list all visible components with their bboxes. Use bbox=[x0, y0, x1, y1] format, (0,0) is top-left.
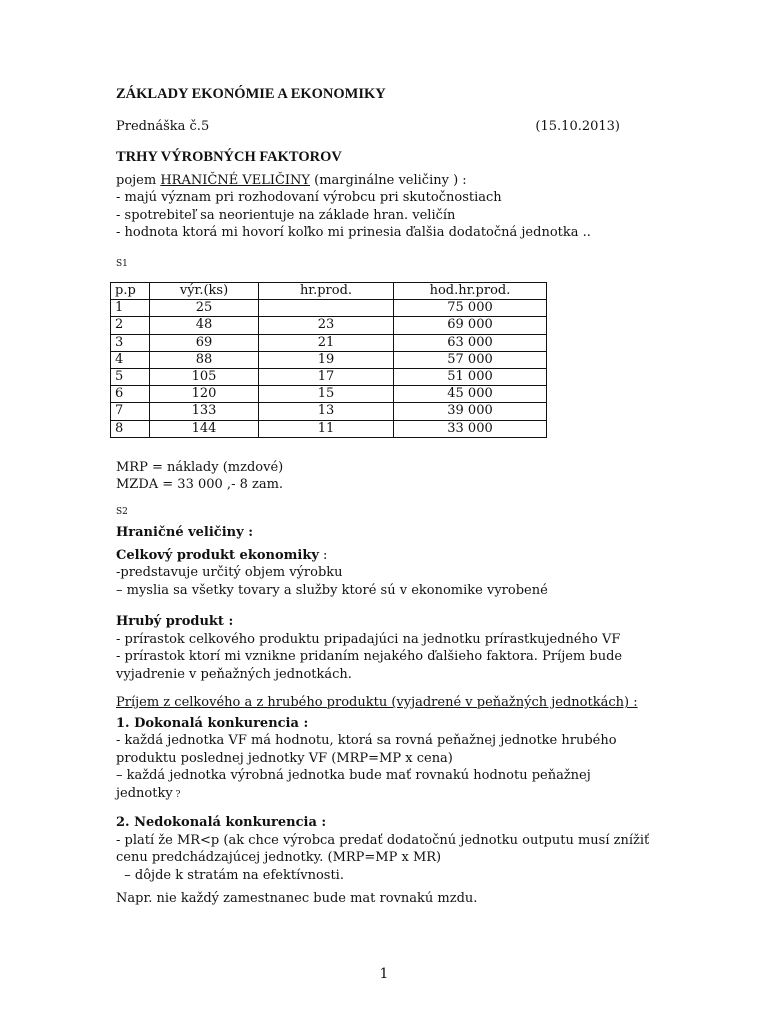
dk-last-line bbox=[116, 785, 676, 805]
cp-colon: : bbox=[318, 547, 328, 563]
table-cell: 23 bbox=[259, 317, 394, 334]
dk-line: produktu poslednej jednotky VF (MRP=MP x cena) bbox=[116, 750, 453, 766]
table-header-row bbox=[111, 283, 547, 300]
dk-last: jednotky bbox=[116, 785, 173, 801]
table-cell: 2 bbox=[111, 317, 150, 334]
column-header: p.p bbox=[111, 283, 150, 300]
table-cell: 5 bbox=[111, 368, 150, 385]
prijem-heading: Príjem z celkového a z hrubého produktu (vyjadrené v peňažných jednotkách) : bbox=[116, 695, 638, 711]
hp-line: - prírastok ktorí mi vznikne pridaním nejakého ďalšieho faktora. Príjem bude bbox=[116, 649, 623, 665]
slide-label-s1: S1 bbox=[116, 258, 128, 269]
table-row bbox=[111, 317, 547, 334]
pojem-prefix: pojem bbox=[116, 172, 161, 188]
dk-line: - každá jednotka VF má hodnotu, ktorá sa rovná peňažnej jednotke hrubého bbox=[116, 733, 617, 749]
table-cell: 75 000 bbox=[394, 300, 547, 317]
table-cell: 51 000 bbox=[394, 368, 547, 385]
table-row bbox=[111, 351, 547, 368]
table-row bbox=[111, 403, 547, 420]
pojem-line bbox=[116, 172, 676, 190]
table-row bbox=[111, 386, 547, 403]
table-row bbox=[111, 368, 547, 385]
table-cell: 57 000 bbox=[394, 351, 547, 368]
pojem-term: HRANIČNÉ VELIČINY bbox=[160, 172, 310, 188]
section-heading-trhy: TRHY VÝROBNÝCH FAKTOROV bbox=[116, 149, 342, 165]
bullet-line: - hodnota ktorá mi hovorí koľko mi prinesia ďalšia dodatočná jednotka .. bbox=[116, 225, 591, 240]
napr-line: Napr. nie každý zamestnanec bude mat rovnakú mzdu. bbox=[116, 891, 478, 907]
table-cell: 88 bbox=[150, 351, 259, 368]
table-cell: 3 bbox=[111, 334, 150, 351]
table-cell: 133 bbox=[150, 403, 259, 420]
document-title: ZÁKLADY EKONÓMIE A EKONOMIKY bbox=[116, 86, 386, 102]
column-header: výr.(ks) bbox=[150, 283, 259, 300]
cp-heading: Celkový produkt ekonomiky bbox=[116, 547, 319, 563]
table-cell: 1 bbox=[111, 300, 150, 317]
table-cell: 48 bbox=[150, 317, 259, 334]
cp-line: – myslia sa všetky tovary a služby ktoré sú v ekonomike vyrobené bbox=[116, 582, 548, 598]
cp-heading-line bbox=[116, 547, 676, 565]
mrp-line: MRP = náklady (mzdové) bbox=[116, 459, 284, 475]
table-cell: 15 bbox=[259, 386, 394, 403]
table-cell bbox=[259, 300, 394, 317]
table-cell: 105 bbox=[150, 368, 259, 385]
column-header: hod.hr.prod. bbox=[394, 283, 547, 300]
table-cell: 45 000 bbox=[394, 386, 547, 403]
page-number: 1 bbox=[379, 966, 389, 982]
nk-line: - platí že MR<p (ak chce výrobca predať dodatočnú jednotku outputu musí znížiť bbox=[116, 832, 650, 848]
table-cell: 6 bbox=[111, 386, 150, 403]
table-cell: 69 bbox=[150, 334, 259, 351]
pojem-suffix: (marginálne veličiny ) : bbox=[310, 172, 467, 188]
lecture-label: Prednáška č.5 bbox=[116, 118, 210, 134]
hp-line: vyjadrenie v peňažných jednotkách. bbox=[116, 666, 352, 682]
table-cell: 21 bbox=[259, 334, 394, 351]
nk-line: cenu predchádzajúcej jednotky. (MRP=MP x MR) bbox=[116, 850, 442, 866]
dk-last-mark: ? bbox=[172, 789, 181, 800]
table-row bbox=[111, 300, 547, 317]
slide-label-s2: S2 bbox=[116, 506, 128, 517]
document-page bbox=[116, 86, 676, 908]
dk-heading: 1. Dokonalá konkurencia : bbox=[116, 715, 309, 731]
table-cell: 69 000 bbox=[394, 317, 547, 334]
table-cell: 25 bbox=[150, 300, 259, 317]
table-cell: 8 bbox=[111, 420, 150, 437]
cp-line: -predstavuje určitý objem výrobku bbox=[116, 565, 343, 581]
table-cell: 120 bbox=[150, 386, 259, 403]
nk-line: – dôjde k stratám na efektívnosti. bbox=[116, 867, 344, 883]
table-cell: 13 bbox=[259, 403, 394, 420]
dk-line: – každá jednotka výrobná jednotka bude mať rovnakú hodnotu peňažnej bbox=[116, 768, 591, 784]
table-cell: 33 000 bbox=[394, 420, 547, 437]
mzda-line: MZDA = 33 000 ,- 8 zam. bbox=[116, 477, 284, 493]
table-cell: 4 bbox=[111, 351, 150, 368]
table-cell: 63 000 bbox=[394, 334, 547, 351]
column-header: hr.prod. bbox=[259, 283, 394, 300]
production-table bbox=[110, 282, 547, 438]
table-cell: 144 bbox=[150, 420, 259, 437]
table-cell: 19 bbox=[259, 351, 394, 368]
table-row bbox=[111, 334, 547, 351]
nk-heading: 2. Nedokonalá konkurencia : bbox=[116, 815, 327, 831]
hp-line: - prírastok celkového produktu pripadajúci na jednotku prírastkujedného VF bbox=[116, 631, 621, 647]
hp-heading: Hrubý produkt : bbox=[116, 614, 234, 630]
section-heading-hranicne: Hraničné veličiny : bbox=[116, 525, 253, 541]
table-cell: 7 bbox=[111, 403, 150, 420]
bullet-line: - majú význam pri rozhodovaní výrobcu pri skutočnostiach bbox=[116, 190, 502, 205]
table-row bbox=[111, 420, 547, 437]
table-cell: 11 bbox=[259, 420, 394, 437]
lecture-line bbox=[116, 118, 620, 136]
table-cell: 39 000 bbox=[394, 403, 547, 420]
table-cell: 17 bbox=[259, 368, 394, 385]
bullet-line: - spotrebiteľ sa neorientuje na základe hran. veličín bbox=[116, 207, 456, 223]
lecture-date: (15.10.2013) bbox=[535, 118, 620, 134]
